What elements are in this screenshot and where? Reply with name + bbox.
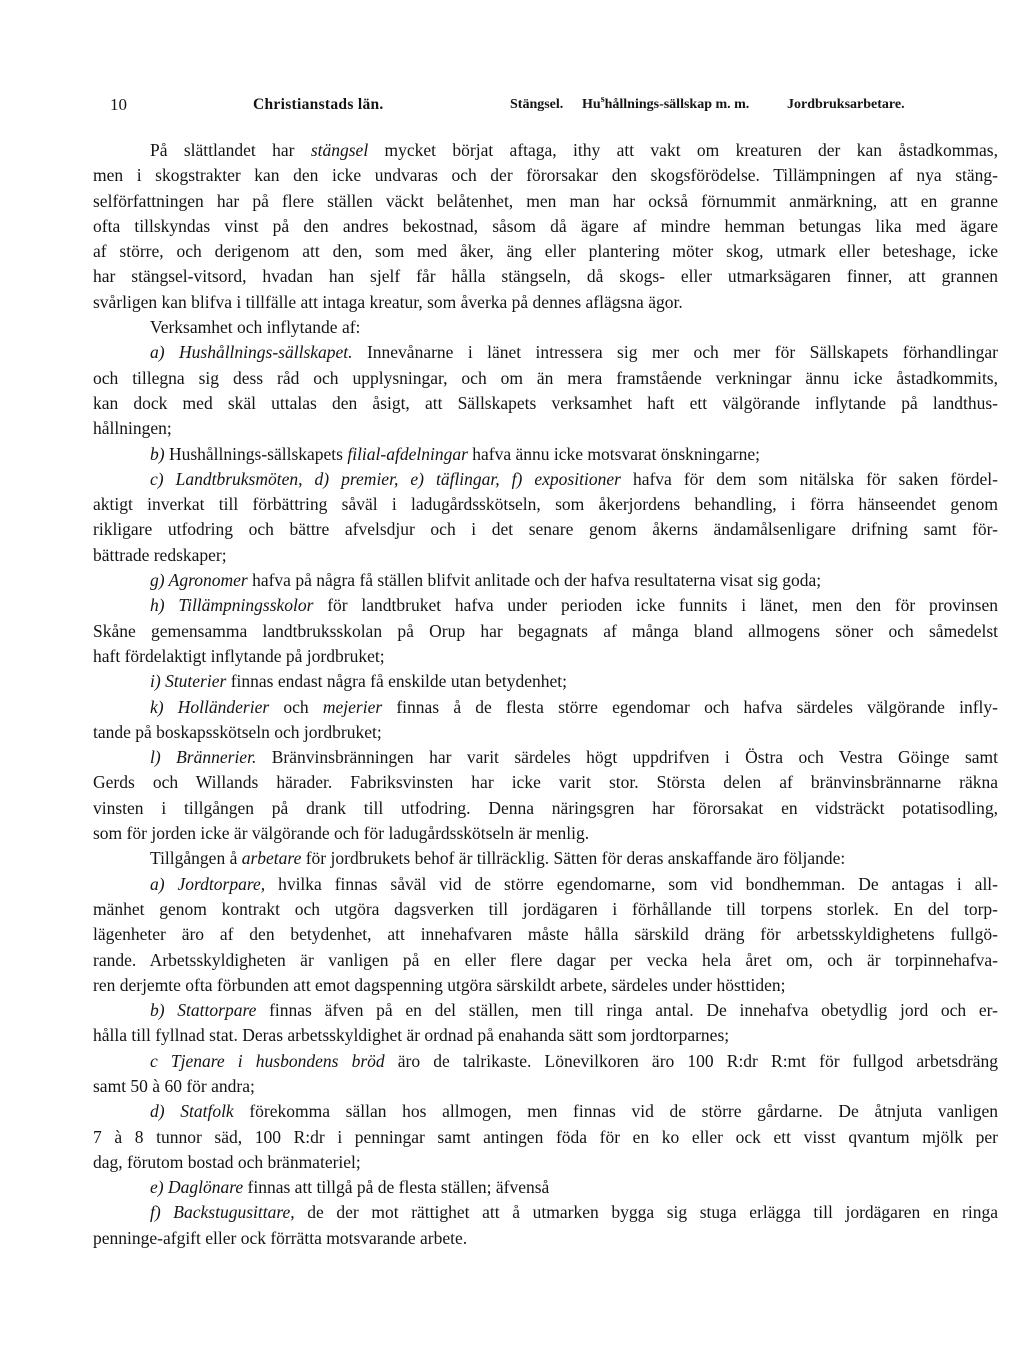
text-segment: finnas äfven på en del ställen, men till ringa antal. De innehafva obetydlig jord och er- — [256, 1000, 998, 1021]
text-segment: svårligen kan blifva i tillfälle att intaga kreatur, som åverka på dennes aflägsna ägor. — [93, 291, 683, 312]
running-head-county: Christianstads län. — [253, 96, 384, 113]
text-segment: hafva för dem som nitälska för saken fördel- — [620, 468, 998, 489]
italic-term: l) Brännerier. — [150, 747, 257, 768]
text-line — [93, 619, 998, 644]
text-segment: som för jorden icke är välgörande och för ladugårdsskötseln är menlig. — [93, 823, 590, 844]
text-segment: 7 à 8 tunnor säd, 100 R:dr i penningar samt antingen föda för en ko eller ock ett visst qvantum mjölk per — [93, 1126, 998, 1147]
text-segment: äro de talrikaste. Lönevilkoren äro 100 R:dr R:mt för fullgod arbetsdräng — [384, 1050, 998, 1071]
page-number: 10 — [110, 95, 127, 114]
text-line — [93, 1125, 998, 1150]
text-line — [93, 1150, 998, 1175]
text-segment: lägenheter äro af den betydenhet, att innehafvaren måste hålla särskild dräng för arbetsskyldighetens fullgö- — [93, 924, 998, 945]
text-segment: för landtbruket hafva under perioden icke funnits i länet, men den för provinsen — [313, 595, 998, 616]
text-segment: kan dock med skäl uttalas den åsigt, att Sällskapets verksamhet haft ett välgörande inflytande på landthus- — [93, 392, 998, 413]
text-segment: ren derjemte ofta förbunden att emot dagspenning utgöra särskildt arbete, särdeles under hösttiden; — [93, 974, 786, 995]
italic-term: e) Daglönare — [150, 1177, 244, 1198]
text-line — [93, 290, 998, 315]
text-segment: dag, förutom bostad och bränmateriel; — [93, 1151, 361, 1172]
italic-term: i) Stuterier — [150, 671, 227, 692]
text-segment: samt 50 à 60 för andra; — [93, 1075, 255, 1096]
text-line — [93, 796, 998, 821]
text-segment: har stängsel-vitsord, hvadan han sjelf får hålla stängseln, då skogs- eller utmarksägaren finner, att grannen — [93, 266, 998, 287]
text-line — [93, 593, 998, 618]
text-segment: mycket börjat aftaga, ithy att vakt om kreaturen der kan åstadkommas, — [368, 140, 998, 160]
text-line — [93, 163, 998, 188]
text-segment: och — [269, 696, 323, 717]
text-segment: aktigt inverkat till förbättring såväl i ladugårdsskötseln, som åkerjordens behandling, i förra hänseendet genom — [93, 494, 998, 515]
text-segment: finnas att tillgå på de flesta ställen; äfvenså — [243, 1177, 550, 1198]
running-head-topic-fencing: Stängsel. — [510, 97, 564, 112]
text-line — [93, 366, 998, 391]
text-line — [93, 1023, 998, 1048]
text-segment: och tillegna sig dess råd och upplysningar, och om än mera framstående verkningar ännu icke åstadkommits, — [93, 367, 998, 388]
text-segment: Gerds och Willands härader. Fabriksvinsten har icke varit stor. Största delen af bränvinsbrännarne räkna — [93, 772, 998, 793]
text-segment: Tillgången å — [150, 848, 242, 869]
text-line — [93, 695, 998, 720]
italic-term: filial-afdelningar — [347, 443, 468, 464]
text-line — [93, 669, 998, 694]
text-line — [93, 442, 998, 467]
text-line — [93, 922, 998, 947]
text-line — [93, 138, 998, 163]
text-line — [93, 897, 998, 922]
text-line — [93, 770, 998, 795]
text-segment: rande. Arbetsskyldigheten är vanligen på en eller flere dagar per vecka hela året om, och är torpinnehafva- — [93, 949, 998, 970]
text-segment: selförfattningen har på flere ställen väckt belåtenhet, men man har också förnummit anmärkning, att en granne — [93, 190, 998, 211]
text-segment: vinsten i tillgången på drank till utfodring. Denna näringsgren har förorsakat en vidsträckt potatisodling, — [93, 797, 998, 818]
italic-term: c) Landtbruksmöten, d) premier, e) täflingar, f) expositioner — [150, 468, 621, 489]
italic-term: stängsel — [310, 140, 369, 160]
text-line — [93, 644, 998, 669]
text-line — [93, 1226, 998, 1251]
text-segment: penninge-afgift eller ock förrätta motsvarande arbete. — [93, 1227, 468, 1248]
text-line — [93, 340, 998, 365]
text-segment: bättrade redskaper; — [93, 544, 227, 565]
text-line — [93, 1074, 998, 1099]
text-line — [93, 416, 998, 441]
body-text — [93, 138, 998, 1251]
italic-term: b) — [150, 443, 165, 464]
text-line — [93, 517, 998, 542]
text-segment: förekomma sällan hos allmogen, men finnas vid de större gårdarne. De åtnjuta vanligen — [233, 1101, 998, 1122]
text-segment: Verksamhet och inflytande af: — [150, 317, 361, 338]
text-segment: af större, och derigenom att den, som med åker, äng eller plantering möter skog, utmark eller beteshage, icke — [93, 241, 998, 262]
italic-term: c Tjenare i husbondens bröd — [150, 1050, 385, 1071]
italic-term: a) Hushållnings-sällskapet. — [150, 342, 353, 363]
text-line — [93, 720, 998, 745]
text-line — [93, 391, 998, 416]
text-line — [93, 1099, 998, 1124]
italic-term: arbetare — [241, 848, 302, 869]
text-line — [93, 846, 998, 871]
running-head-part: hållnings-sällskap m. m. — [604, 97, 750, 112]
italic-term: g) Agronomer — [150, 570, 248, 591]
text-line — [93, 1175, 998, 1200]
text-line — [93, 315, 998, 340]
italic-term: d) Statfolk — [150, 1101, 234, 1122]
text-segment: Bränvinsbränningen har varit särdeles högt uppdrifven i Östra och Vestra Göinge samt — [256, 747, 998, 768]
text-segment: hålla till fyllnad stat. Deras arbetsskyldighet är ordnad på enahanda sätt som jordtorparnes; — [93, 1025, 730, 1046]
text-segment: På slättlandet har — [150, 140, 311, 160]
text-line — [93, 543, 998, 568]
running-head-part: Hu — [582, 97, 601, 112]
text-segment: de der mot rättighet att å utmarken bygga sig stuga erlägga till jordägaren en ringa — [294, 1202, 998, 1223]
text-line — [93, 214, 998, 239]
text-segment: Skåne gemensamma landtbruksskolan på Orup har begagnats af många bland allmogens söner och såmedelst — [93, 620, 998, 641]
text-segment: men i skogstrakter kan den icke undvaras och der förorsakar den skogsförödelse. Tillämpningen af nya stäng- — [93, 165, 998, 186]
text-segment: finnas å de flesta större egendomar och hafva särdeles välgörande infly- — [382, 696, 998, 717]
italic-term: h) Tillämpningsskolor — [150, 595, 314, 616]
text-line — [93, 568, 998, 593]
italic-term: mejerier — [322, 696, 383, 717]
text-segment: Innevånarne i länet intressera sig mer och mer för Sällskapets förhandlingar — [352, 342, 999, 363]
text-segment: hållningen; — [93, 418, 172, 439]
text-line — [93, 1200, 998, 1225]
running-head-topic-labourers: Jordbruksarbetare. — [787, 97, 905, 112]
text-line — [93, 492, 998, 517]
text-line — [93, 189, 998, 214]
text-line — [93, 745, 998, 770]
text-segment: rikligare utfodring och bättre afvelsdjur och i det senare genom åkerns ändamålsenligare drifning samt för- — [93, 519, 998, 540]
text-segment: hvilka finnas såväl vid de större egendomarne, som vid bondhemman. De antagas i all- — [265, 873, 998, 894]
text-segment: tande på boskapsskötseln och jordbruket; — [93, 721, 382, 742]
text-segment: hafva på några få ställen blifvit anlitade och der hafva resultaterna visat sig goda; — [247, 570, 822, 591]
running-head-topic-society — [582, 94, 749, 116]
text-line — [93, 1049, 998, 1074]
text-line — [93, 239, 998, 264]
italic-term: f) Backstugusittare, — [150, 1202, 295, 1223]
running-head-superscript: s — [600, 94, 605, 105]
text-segment: Hushållnings-sällskapets — [164, 443, 348, 464]
text-segment: finnas endast några få enskilde utan betydenhet; — [226, 671, 567, 692]
text-line — [93, 973, 998, 998]
text-line — [93, 467, 998, 492]
text-segment: för jordbrukets behof är tillräcklig. Sätten för deras anskaffande äro följande: — [301, 848, 846, 869]
text-line — [93, 821, 998, 846]
text-segment: mänhet genom kontrakt och utgöra dagsverken till jordägaren i förhållande till torpens storlek. En del torp- — [93, 898, 998, 919]
text-line — [93, 948, 998, 973]
text-segment: hafva ännu icke motsvarat önskningarne; — [467, 443, 760, 464]
italic-term: k) Holländerier — [150, 696, 270, 717]
text-segment: haft fördelaktigt inflytande på jordbruket; — [93, 645, 385, 666]
text-line — [93, 998, 998, 1023]
text-line — [93, 264, 998, 289]
text-segment: ofta tillskyndas vinst på den andres bekostnad, såsom då ägare af mindre hemman betungas lika med ägare — [93, 215, 998, 236]
text-line — [93, 872, 998, 897]
italic-term: b) Stattorpare — [150, 1000, 257, 1021]
italic-term: a) Jordtorpare, — [150, 873, 266, 894]
